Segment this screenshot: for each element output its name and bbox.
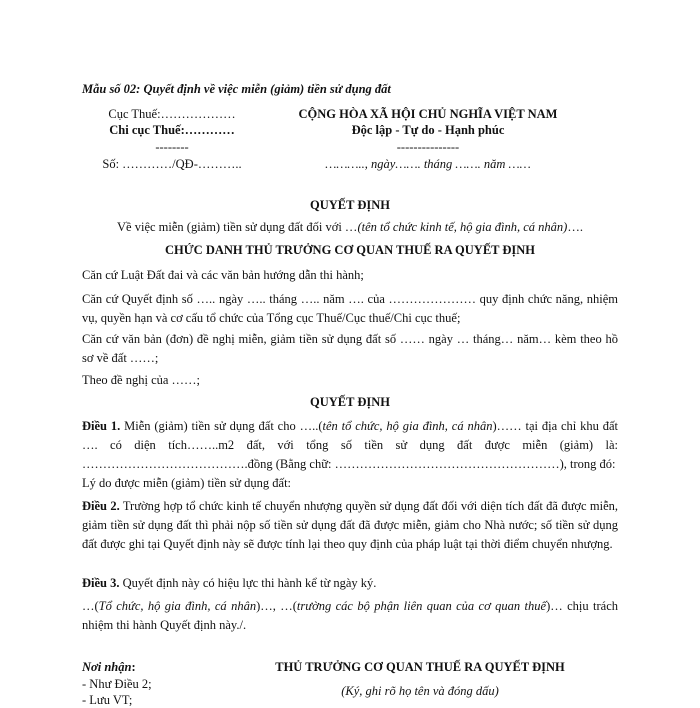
article-3: [82, 574, 618, 593]
responsibility: [82, 597, 618, 635]
responsibility-italic-b: trường các bộ phận liên quan của cơ quan thuế: [296, 599, 547, 613]
recipients-label: [82, 660, 136, 675]
subject-line: [0, 220, 700, 235]
subject-suffix: ….: [567, 220, 583, 234]
decision-title: QUYẾT ĐỊNH: [310, 395, 390, 409]
article-2-text: Trường hợp tổ chức kinh tế chuyển nhượng quyền sử dụng đất đối với diện tích đất đã được miễn, giảm tiền sử dụng đất thì phải nộp số tiền sử dụng đất đã được miễn, giảm cho Nhà nước; số tiền sử dụng đất được ghi tại Quyết định này sẽ được tính lại theo quy định của pháp luật tại thời điểm chuyển nhượng.: [82, 499, 618, 551]
document-number: Số: …………/QĐ-………..: [102, 157, 242, 171]
basis-1: Căn cứ Luật Đất đai và các văn bản hướng dẫn thi hành;: [82, 268, 364, 282]
article-1-text-a: Miễn (giảm) tiền sử dụng đất cho …..(: [120, 419, 323, 433]
article-3-text: Quyết định này có hiệu lực thi hành kể từ ngày ký.: [119, 576, 377, 590]
article-2: [82, 497, 618, 554]
article-1: [82, 417, 618, 474]
recipient-item: - Lưu VT;: [82, 693, 133, 707]
article-1-text-b: )…… tại địa chỉ khu đất …. có diện tích……..m2 đất, với tổng số tiền sử dụng đất được miễn (giảm) là: ………………………………….đồng (Bằng chữ: ………………………………………………), trong đó:: [82, 419, 619, 471]
form-title: Mẫu số 02: Quyết định về việc miễn (giảm) tiền sử dụng đất: [82, 82, 391, 96]
responsibility-italic-a: Tổ chức, hộ gia đình, cá nhân: [98, 599, 257, 613]
subject-prefix: Về việc miễn (giảm) tiền sử dụng đất đối với …: [117, 220, 358, 234]
motto-dash: ---------------: [396, 140, 460, 154]
article-1-label: Điều 1.: [82, 419, 121, 433]
document-title: QUYẾT ĐỊNH: [310, 198, 390, 212]
signer-title: THỦ TRƯỞNG CƠ QUAN THUẾ RA QUYẾT ĐỊNH: [275, 660, 565, 674]
motto: Độc lập - Tự do - Hạnh phúc: [351, 123, 505, 137]
subject-italic: (tên tổ chức kinh tế, hộ gia đình, cá nhân): [357, 220, 568, 234]
agency-dash: --------: [155, 140, 189, 154]
article-3-label: Điều 3.: [82, 576, 120, 590]
responsibility-text-b: )…, …(: [256, 599, 297, 613]
recipients-label-text: Nơi nhận: [82, 660, 132, 674]
recipients-colon: :: [131, 660, 136, 674]
basis-2: Căn cứ Quyết định số ….. ngày ….. tháng ….. năm …. của ………………… quy định chức năng, nhiệm vụ, quyền hạn và cơ cấu tổ chức của Tổng cục Thuế/Cục thuế/Chi cục thuế;: [82, 292, 618, 325]
agency-line-1: Cục Thuế:………………: [108, 107, 236, 121]
nation-title: CỘNG HÒA XÃ HỘI CHỦ NGHĨA VIỆT NAM: [298, 107, 558, 121]
authority-title: CHỨC DANH THỦ TRƯỞNG CƠ QUAN THUẾ RA QUYẾT ĐỊNH: [164, 243, 536, 257]
article-2-label: Điều 2.: [82, 499, 120, 513]
basis-4: Theo đề nghị của ……;: [82, 373, 201, 387]
agency-line-2: Chi cục Thuế:…………: [109, 123, 235, 137]
responsibility-text-c: )… chịu trách nhiệm thi hành Quyết định này./.: [82, 599, 618, 632]
recipient-item: - Như Điều 2;: [82, 677, 152, 691]
date-line: ……….., ngày……. tháng ……. năm ……: [325, 157, 531, 171]
article-1-italic: tên tổ chức, hộ gia đình, cá nhân: [322, 419, 493, 433]
basis-3: Căn cứ văn bản (đơn) đề nghị miễn, giảm tiền sử dụng đất số …… ngày … tháng… năm… kèm theo hồ sơ về đất ……;: [82, 332, 618, 365]
signer-note: (Ký, ghi rõ họ tên và đóng dấu): [341, 684, 499, 698]
reason-line: Lý do được miễn (giảm) tiền sử dụng đất:: [82, 476, 292, 490]
responsibility-text-a: …(: [82, 599, 99, 613]
